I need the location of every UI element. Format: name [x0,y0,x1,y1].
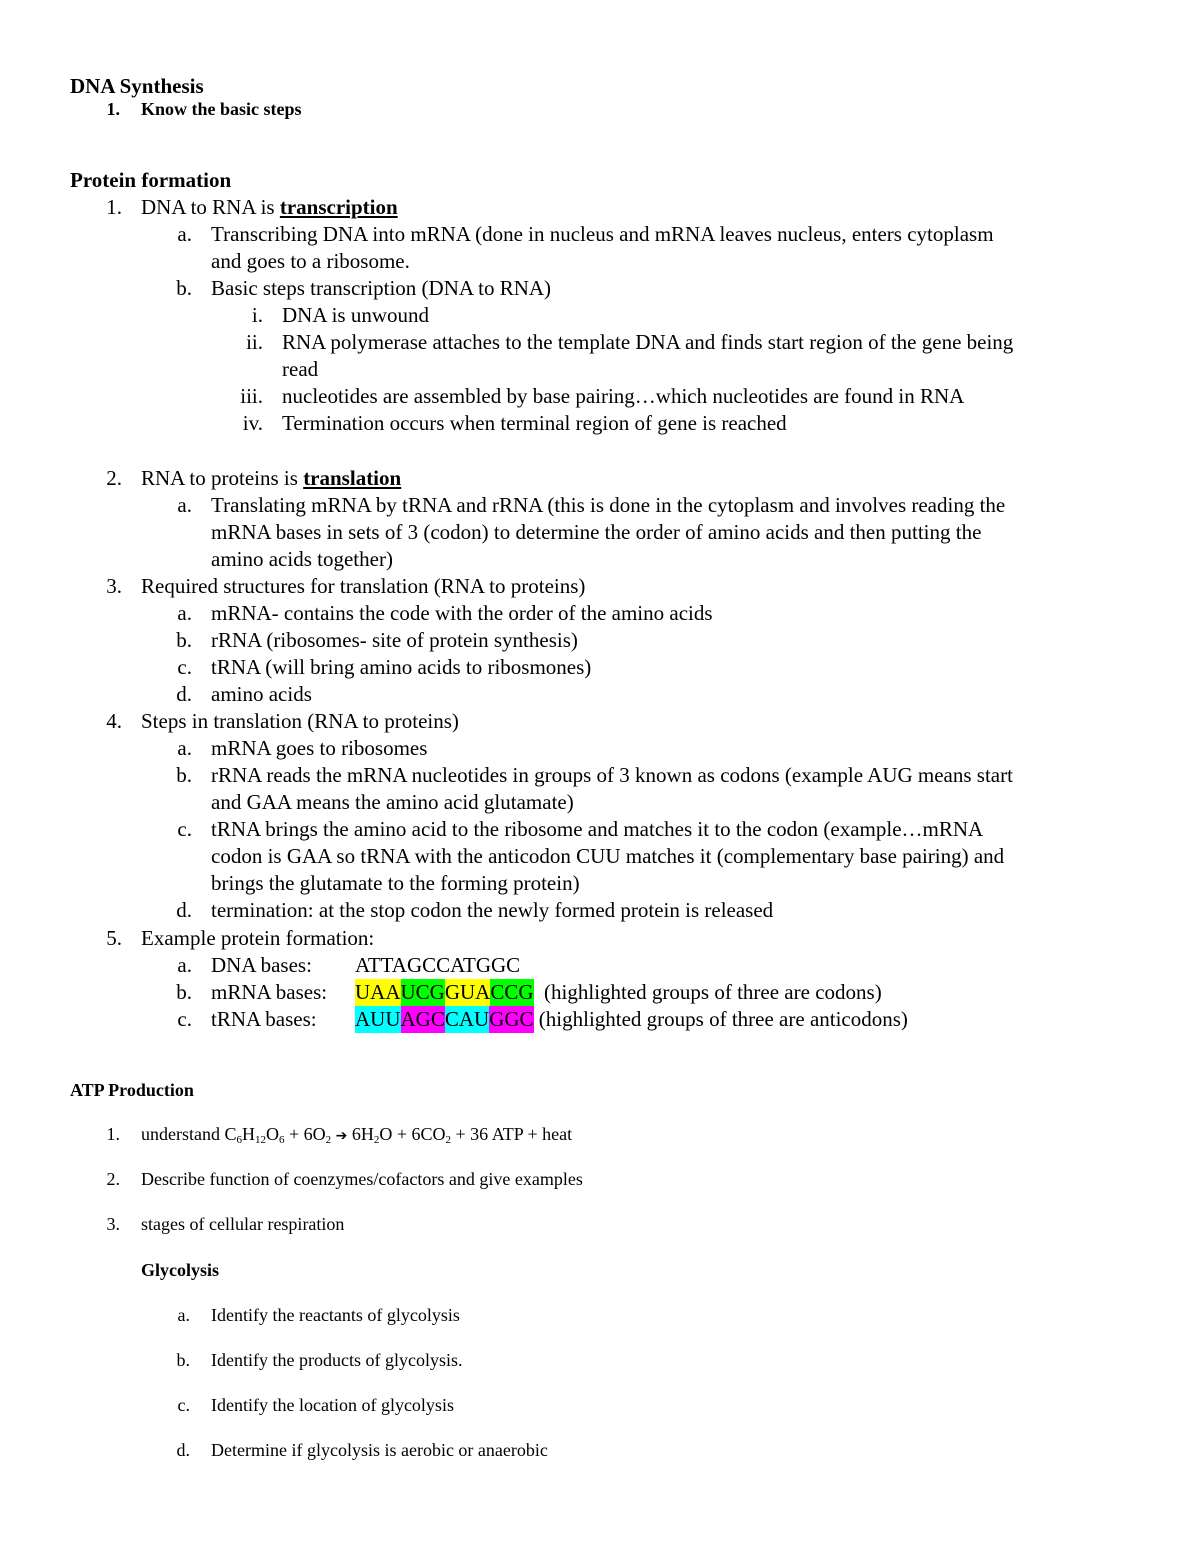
list-roman: iv. [242,411,263,435]
bases-label: tRNA bases: [211,1007,317,1031]
list-letter: b. [176,763,192,787]
protein-formation-heading: Protein formation [70,168,232,192]
list-letter: b. [176,1350,190,1370]
list-text: Describe function of coenzymes/cofactors and give examples [141,1169,583,1189]
list-letter: a. [177,601,192,625]
list-letter: a. [177,493,192,517]
dna-bases-value: ATTAGCCATGGC [355,953,521,977]
atp-production-heading: ATP Production [70,1080,194,1100]
list-number: 1. [106,1124,120,1144]
list-letter: a. [177,1305,190,1325]
codon-highlight: GUA [444,980,491,1004]
list-letter: b. [176,980,192,1004]
list-letter: d. [176,898,192,922]
list-text-continued: read [282,357,319,381]
list-text-continued: and goes to a ribosome. [211,249,410,273]
list-number: 4. [106,709,122,733]
list-text: rRNA reads the mRNA nucleotides in groups of 3 known as codons (example AUG means start [211,763,1013,787]
list-letter: c. [177,1395,190,1415]
list-letter: b. [176,276,192,300]
list-number: 3. [106,574,122,598]
list-number: 3. [106,1214,120,1234]
list-text: tRNA (will bring amino acids to ribosmones) [211,655,592,679]
term-transcription: transcription [279,195,398,219]
list-text: Identify the reactants of glycolysis [211,1305,460,1325]
list-text: Translating mRNA by tRNA and rRNA (this is done in the cytoplasm and involves reading the [211,493,1006,517]
list-text: Determine if glycolysis is aerobic or anaerobic [211,1440,548,1460]
list-text: termination: at the stop codon the newly formed protein is released [211,898,774,922]
list-text: Identify the products of glycolysis. [211,1350,463,1370]
list-text: Example protein formation: [141,926,375,950]
list-text: amino acids [211,682,312,706]
list-text: rRNA (ribosomes- site of protein synthesis) [211,628,578,652]
codon-highlight: UCG [400,980,445,1004]
list-number: 1. [106,99,120,119]
list-letter: a. [177,736,192,760]
list-text: Identify the location of glycolysis [211,1395,454,1415]
list-letter: a. [177,953,192,977]
codon-highlight: UAA [355,980,401,1004]
list-text: tRNA brings the amino acid to the ribosome and matches it to the codon (example…mRNA [211,817,984,841]
list-text: Basic steps transcription (DNA to RNA) [211,276,552,300]
list-text: Transcribing DNA into mRNA (done in nucleus and mRNA leaves nucleus, enters cytoplasm [211,222,994,246]
list-letter: a. [177,222,192,246]
list-letter: c. [177,1007,192,1031]
list-text-continued: mRNA bases in sets of 3 (codon) to determine the order of amino acids and then putting the [211,520,982,544]
list-letter: c. [177,817,192,841]
list-text: mRNA goes to ribosomes [211,736,428,760]
list-text: stages of cellular respiration [141,1214,345,1234]
list-text: Termination occurs when terminal region of gene is reached [282,411,787,435]
list-letter: d. [176,682,192,706]
list-text: RNA polymerase attaches to the template DNA and finds start region of the gene being [282,330,1014,354]
glycolysis-heading: Glycolysis [141,1260,220,1280]
list-text: nucleotides are assembled by base pairing…which nucleotides are found in RNA [282,384,965,408]
list-text: mRNA- contains the code with the order of the amino acids [211,601,713,625]
list-text: DNA to RNA is [141,195,280,219]
list-text-continued: codon is GAA so tRNA with the anticodon CUU matches it (complementary base pairing) and [211,844,1005,868]
list-text-continued: brings the glutamate to the forming protein) [211,871,580,895]
list-number: 1. [106,195,122,219]
list-number: 5. [106,926,122,950]
list-text: DNA is unwound [282,303,430,327]
arrow-icon: ➔ [335,1128,348,1144]
list-number: 2. [106,466,122,490]
respiration-equation: understand $C_6H_{12}O_6 + 6O_2$ ➔ $6H_2O + 6CO_2 + 36$ ATP + heat [141,1124,573,1146]
list-letter: d. [176,1440,190,1460]
term-translation: translation [303,466,402,490]
anticodon-highlight: AGC [400,1007,445,1031]
list-text: Know the basic steps [141,99,302,119]
list-letter: b. [176,628,192,652]
dna-synthesis-heading: DNA Synthesis [70,74,204,98]
anticodon-highlight: AUU [355,1007,401,1031]
list-roman: iii. [240,384,263,408]
list-text: Required structures for translation (RNA to proteins) [141,574,586,598]
list-letter: c. [177,655,192,679]
anticodon-note: (highlighted groups of three are anticodons) [538,1007,908,1031]
list-text-continued: and GAA means the amino acid glutamate) [211,790,574,814]
list-text: RNA to proteins is [141,466,304,490]
list-text-continued: amino acids together) [211,547,393,571]
bases-label: mRNA bases: [211,980,328,1004]
codon-highlight: CCG [490,980,534,1004]
anticodon-highlight: CAU [444,1007,490,1031]
list-text: Steps in translation (RNA to proteins) [141,709,459,733]
anticodon-highlight: GGC [489,1007,534,1031]
bases-label: DNA bases: [211,953,312,977]
list-roman: i. [251,303,263,327]
list-number: 2. [106,1169,120,1189]
list-roman: ii. [246,330,263,354]
codon-note: (highlighted groups of three are codons) [544,980,882,1004]
